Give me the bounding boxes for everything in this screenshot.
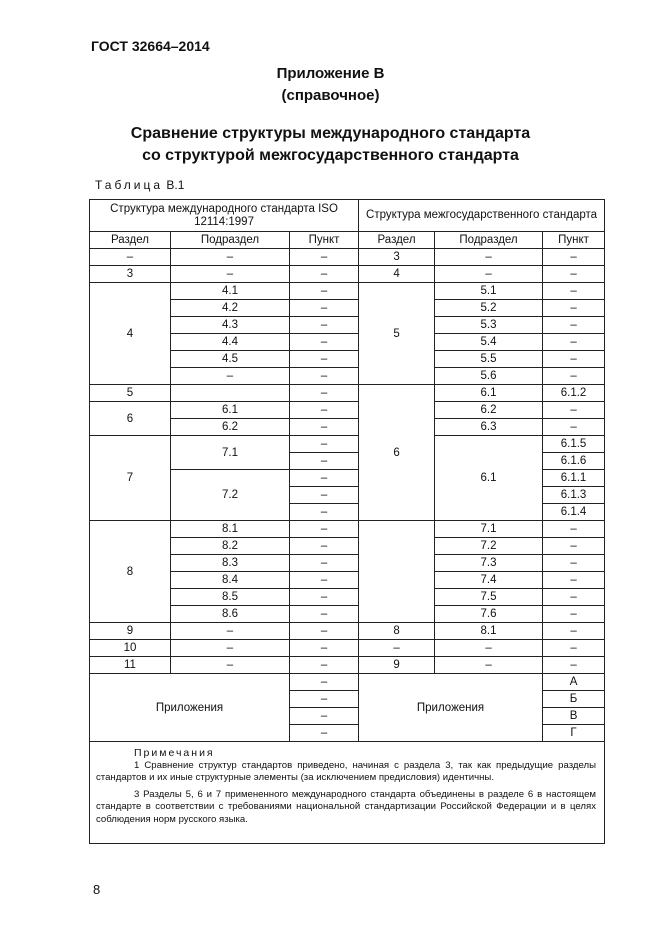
cell: 6.1 — [435, 385, 543, 402]
cell: – — [543, 317, 605, 334]
table-row — [90, 742, 605, 844]
cell: 4.3 — [171, 317, 290, 334]
cell: 8.1 — [435, 623, 543, 640]
cell: 9 — [359, 657, 435, 674]
col-header-section: Раздел — [359, 232, 435, 249]
cell: 8 — [359, 623, 435, 640]
header-intl-structure: Структура международного стандарта ISO 12114:1997 — [90, 200, 359, 232]
cell: – — [290, 436, 359, 453]
table-row — [90, 200, 605, 232]
cell: – — [543, 623, 605, 640]
table-row — [90, 623, 605, 640]
annexes-label-intl: Приложения — [90, 674, 290, 742]
cell: – — [171, 266, 290, 283]
cell: – — [543, 555, 605, 572]
cell: – — [290, 538, 359, 555]
cell: – — [290, 351, 359, 368]
comparison-table — [89, 199, 605, 844]
cell: – — [290, 317, 359, 334]
cell: – — [290, 283, 359, 300]
col-header-item: Пункт — [290, 232, 359, 249]
cell: – — [543, 283, 605, 300]
cell: 7.1 — [171, 436, 290, 470]
table-row — [90, 657, 605, 674]
table-row — [90, 521, 605, 538]
cell: – — [543, 572, 605, 589]
cell: – — [290, 606, 359, 623]
cell: 7.2 — [171, 470, 290, 521]
cell: – — [290, 674, 359, 691]
cell: – — [435, 249, 543, 266]
cell: 4.4 — [171, 334, 290, 351]
cell: – — [543, 640, 605, 657]
col-header-subsection: Подраздел — [435, 232, 543, 249]
cell: 4.5 — [171, 351, 290, 368]
cell: В — [543, 708, 605, 725]
cell: – — [543, 606, 605, 623]
cell: 5 — [90, 385, 171, 402]
cell: 5.1 — [435, 283, 543, 300]
cell: – — [543, 249, 605, 266]
cell: 4 — [90, 283, 171, 385]
cell: 8.2 — [171, 538, 290, 555]
cell: – — [290, 504, 359, 521]
cell: 4 — [359, 266, 435, 283]
cell: 7.3 — [435, 555, 543, 572]
cell: – — [171, 368, 290, 385]
cell: – — [543, 657, 605, 674]
cell: – — [90, 249, 171, 266]
section-title-line2: со структурой межгосударственного стандарта — [142, 147, 519, 164]
cell: 7.1 — [435, 521, 543, 538]
cell: – — [290, 691, 359, 708]
table-row — [90, 266, 605, 283]
cell: – — [171, 623, 290, 640]
cell: – — [290, 402, 359, 419]
cell: – — [171, 249, 290, 266]
cell: 7.4 — [435, 572, 543, 589]
cell: – — [435, 640, 543, 657]
table-row — [90, 385, 605, 402]
cell: – — [290, 623, 359, 640]
cell: – — [290, 470, 359, 487]
cell: 5.6 — [435, 368, 543, 385]
cell: 7.6 — [435, 606, 543, 623]
cell: – — [543, 419, 605, 436]
cell: 8.6 — [171, 606, 290, 623]
table-row — [90, 436, 605, 453]
cell: 4.1 — [171, 283, 290, 300]
cell: – — [290, 368, 359, 385]
annex-title: Приложение В — [276, 65, 385, 82]
cell: – — [543, 351, 605, 368]
cell: – — [290, 419, 359, 436]
cell: – — [543, 300, 605, 317]
cell: А — [543, 674, 605, 691]
cell: – — [359, 640, 435, 657]
note-1: 1 Сравнение структур стандартов приведено, начиная с раздела 3, так как предыдущие разделы стандартов и их иные структурные элементы (за исключением предисловия) идентичны. — [96, 759, 597, 783]
col-header-subsection: Подраздел — [171, 232, 290, 249]
table-label — [95, 178, 184, 192]
cell: 6.1.6 — [543, 453, 605, 470]
annex-subtitle: (справочное) — [281, 87, 380, 104]
annexes-label-interstate: Приложения — [359, 674, 543, 742]
cell: 4.2 — [171, 300, 290, 317]
cell: 5.4 — [435, 334, 543, 351]
cell: – — [290, 487, 359, 504]
cell: 8.3 — [171, 555, 290, 572]
cell: – — [435, 266, 543, 283]
table-row — [90, 249, 605, 266]
cell: 5.2 — [435, 300, 543, 317]
table-label-number: В.1 — [166, 178, 185, 192]
cell: – — [290, 640, 359, 657]
cell: Б — [543, 691, 605, 708]
cell: – — [543, 402, 605, 419]
cell: – — [290, 589, 359, 606]
cell: 8.4 — [171, 572, 290, 589]
cell: – — [290, 708, 359, 725]
cell: – — [290, 725, 359, 742]
cell: 6.1.2 — [543, 385, 605, 402]
cell: 6 — [90, 402, 171, 436]
cell: Г — [543, 725, 605, 742]
cell: 6.1 — [435, 436, 543, 521]
cell: 6.1 — [171, 402, 290, 419]
cell: – — [171, 657, 290, 674]
cell: 6 — [359, 385, 435, 521]
cell: – — [290, 300, 359, 317]
cell: 6.1.5 — [543, 436, 605, 453]
cell: – — [290, 453, 359, 470]
cell: – — [290, 385, 359, 402]
cell: 5.5 — [435, 351, 543, 368]
cell: – — [435, 657, 543, 674]
cell: 6.1.4 — [543, 504, 605, 521]
cell — [359, 521, 435, 623]
cell: – — [171, 640, 290, 657]
cell — [171, 385, 290, 402]
cell: – — [543, 334, 605, 351]
cell: 11 — [90, 657, 171, 674]
cell: 3 — [90, 266, 171, 283]
cell: 5.3 — [435, 317, 543, 334]
cell: 6.2 — [171, 419, 290, 436]
col-header-item: Пункт — [543, 232, 605, 249]
cell: 8.5 — [171, 589, 290, 606]
note-2: 3 Разделы 5, 6 и 7 примененного международного стандарта объединены в разделе 6 в настоящем стандарте в соответствии с требованиями национальной стандартизации Российской Федерации и в целях соблюдения норм русского языка. — [96, 788, 597, 825]
table-row — [90, 402, 605, 419]
cell: – — [543, 368, 605, 385]
cell: – — [290, 249, 359, 266]
table-label-word: Таблица — [95, 178, 164, 192]
col-header-section: Раздел — [90, 232, 171, 249]
cell: 10 — [90, 640, 171, 657]
cell: 9 — [90, 623, 171, 640]
cell: – — [543, 521, 605, 538]
notes-heading: Примечания — [134, 747, 215, 759]
cell: 5 — [359, 283, 435, 385]
cell: – — [543, 538, 605, 555]
cell: 7.5 — [435, 589, 543, 606]
table-row — [90, 232, 605, 249]
document-id: ГОСТ 32664–2014 — [91, 38, 210, 54]
cell: – — [290, 555, 359, 572]
cell: 6.3 — [435, 419, 543, 436]
table-row — [90, 674, 605, 691]
cell: 6.1.1 — [543, 470, 605, 487]
cell: – — [290, 521, 359, 538]
header-interstate-structure: Структура межгосударственного стандарта — [359, 200, 605, 232]
notes-cell — [90, 742, 605, 844]
cell: 6.2 — [435, 402, 543, 419]
cell: – — [543, 589, 605, 606]
cell: 8 — [90, 521, 171, 623]
cell: 8.1 — [171, 521, 290, 538]
cell: 7 — [90, 436, 171, 521]
cell: 7.2 — [435, 538, 543, 555]
cell: – — [290, 334, 359, 351]
cell: – — [290, 266, 359, 283]
cell: 3 — [359, 249, 435, 266]
section-title-line1: Сравнение структуры международного стандарта — [130, 125, 531, 142]
table-row — [90, 283, 605, 300]
cell: – — [543, 266, 605, 283]
table-row — [90, 640, 605, 657]
page-number: 8 — [93, 882, 101, 897]
cell: – — [290, 657, 359, 674]
cell: 6.1.3 — [543, 487, 605, 504]
cell: – — [290, 572, 359, 589]
